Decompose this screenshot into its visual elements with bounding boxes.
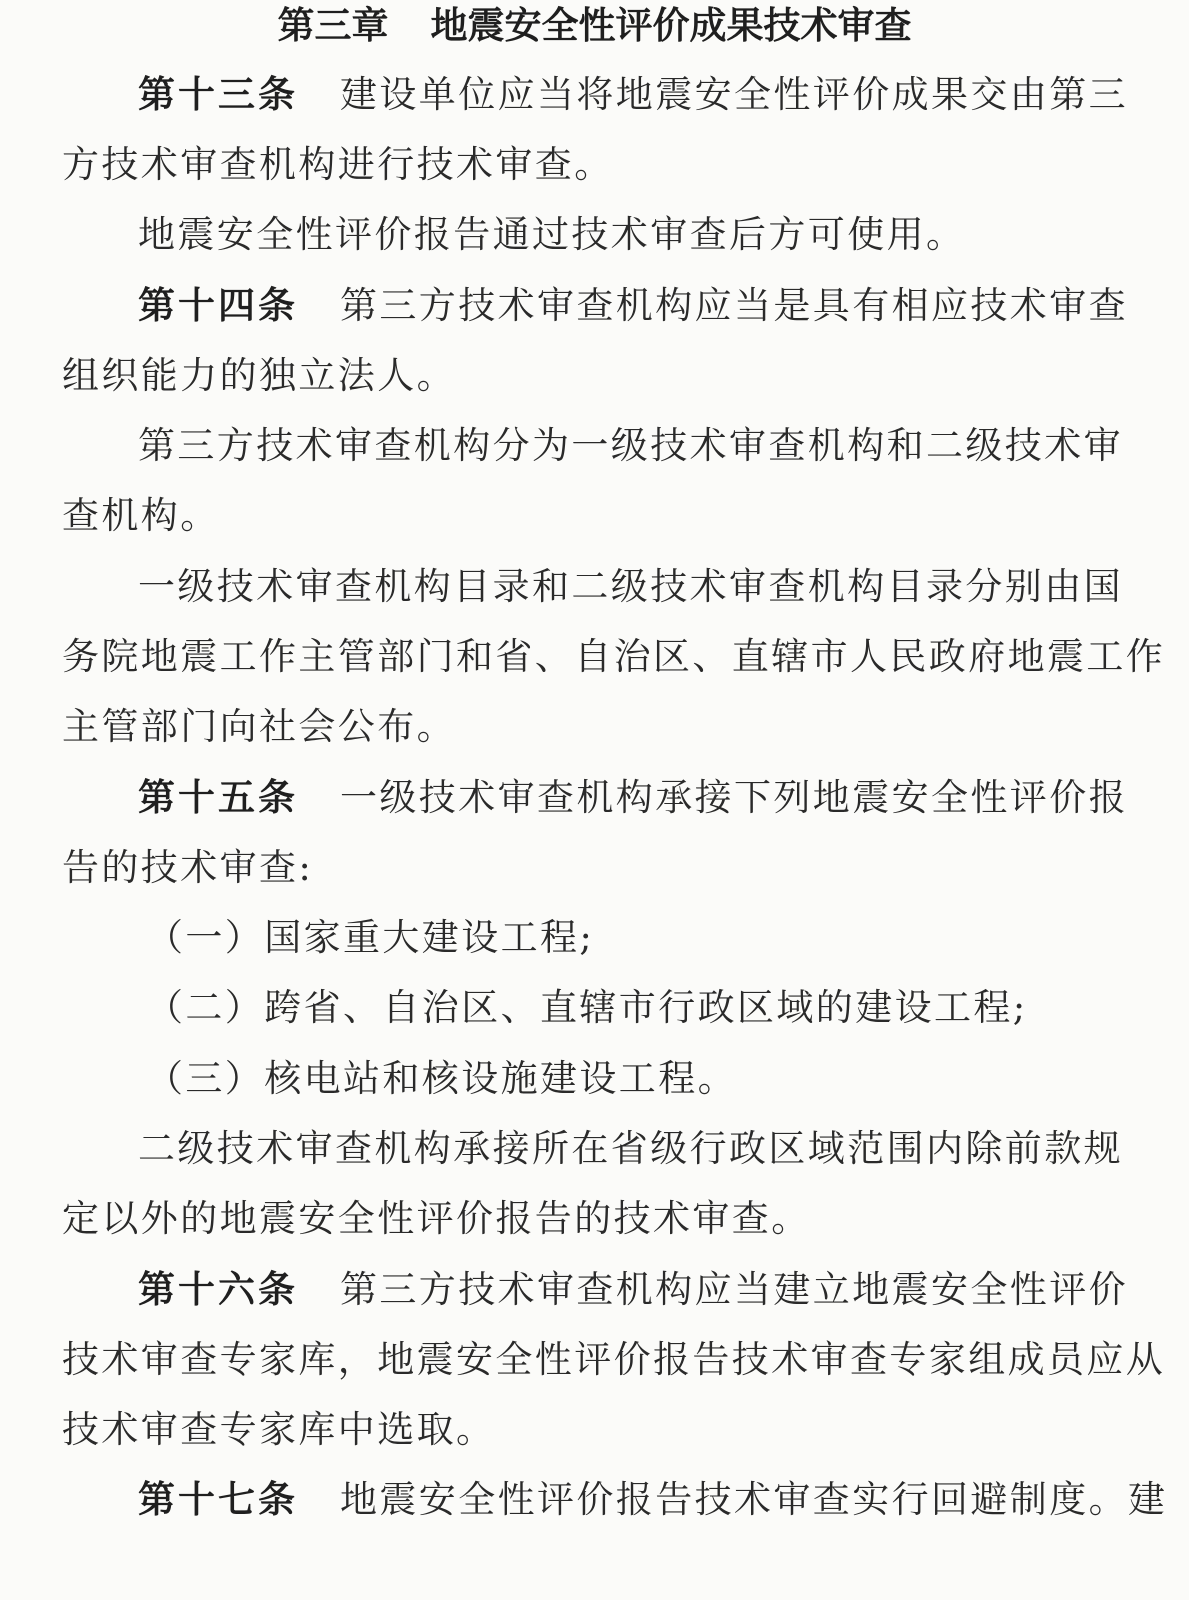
article-number: 第十六条 xyxy=(138,1268,298,1311)
paragraph-line: 地震安全性评价报告通过技术审查后方可使用。 xyxy=(138,213,966,256)
paragraph-line: 第三方技术审查机构分为一级技术审查机构和二级技术审 xyxy=(138,424,1123,467)
paragraph-line xyxy=(138,1268,1128,1312)
paragraph-line xyxy=(138,776,1128,820)
chapter-number: 第三章 xyxy=(277,4,389,47)
paragraph-line: 组织能力的独立法人。 xyxy=(62,354,456,397)
chapter-heading xyxy=(0,4,1189,48)
article-number: 第十三条 xyxy=(138,73,298,116)
paragraph-line: 查机构。 xyxy=(62,494,220,537)
line-text: 第三方技术审查机构应当是具有相应技术审查 xyxy=(340,284,1128,327)
paragraph-line: 定以外的地震安全性评价报告的技术审查。 xyxy=(62,1197,811,1240)
list-item: （一）国家重大建设工程; xyxy=(146,916,595,959)
paragraph-line: 务院地震工作主管部门和省、自治区、直辖市人民政府地震工作 xyxy=(62,635,1166,678)
paragraph-line: 告的技术审查: xyxy=(62,846,314,889)
list-item: （二）跨省、自治区、直辖市行政区域的建设工程; xyxy=(146,986,1028,1029)
line-text: 第三方技术审查机构应当建立地震安全性评价 xyxy=(340,1268,1128,1311)
paragraph-line xyxy=(138,73,1128,117)
paragraph-line: 方技术审查机构进行技术审查。 xyxy=(62,143,614,186)
paragraph-line xyxy=(138,1478,1168,1522)
line-text: 一级技术审查机构承接下列地震安全性评价报 xyxy=(340,776,1128,819)
paragraph-line: 技术审查专家库中选取。 xyxy=(62,1408,496,1451)
paragraph-line: 技术审查专家库，地震安全性评价报告技术审查专家组成员应从 xyxy=(62,1338,1166,1381)
line-text: 地震安全性评价报告技术审查实行回避制度。建 xyxy=(340,1478,1168,1521)
article-number: 第十七条 xyxy=(138,1478,298,1521)
article-number: 第十五条 xyxy=(138,776,298,819)
paragraph-line xyxy=(138,284,1128,328)
paragraph-line: 主管部门向社会公布。 xyxy=(62,705,456,748)
article-number: 第十四条 xyxy=(138,284,298,327)
paragraph-line: 一级技术审查机构目录和二级技术审查机构目录分别由国 xyxy=(138,565,1123,608)
list-item: （三）核电站和核设施建设工程。 xyxy=(146,1057,737,1100)
paragraph-line: 二级技术审查机构承接所在省级行政区域范围内除前款规 xyxy=(138,1127,1123,1170)
line-text: 建设单位应当将地震安全性评价成果交由第三 xyxy=(340,73,1128,116)
chapter-title: 地震安全性评价成果技术审查 xyxy=(430,4,912,47)
